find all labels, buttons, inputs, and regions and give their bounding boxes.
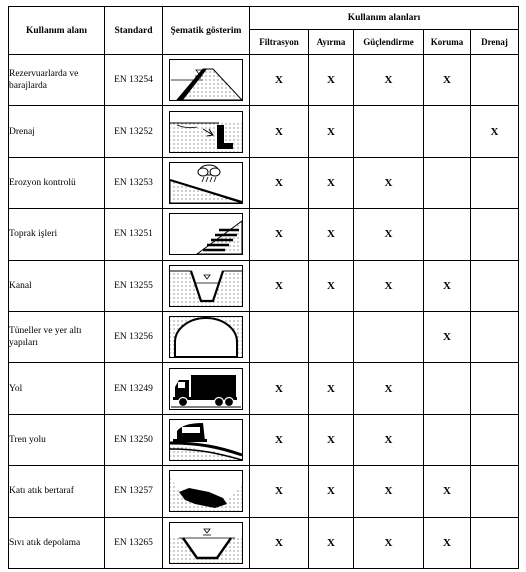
canal-icon xyxy=(163,265,249,307)
usage-mark-cell xyxy=(424,209,471,260)
geosynthetics-usage-table xyxy=(8,6,519,569)
usage-mark-cell xyxy=(354,106,424,157)
usage-area-cell: Yol xyxy=(9,363,105,414)
check-mark: X xyxy=(384,485,393,498)
table-row xyxy=(9,363,519,414)
usage-mark-cell xyxy=(250,106,309,157)
usage-mark-cell xyxy=(471,363,519,414)
table-row xyxy=(9,311,519,362)
standard-cell: EN 13257 xyxy=(105,466,163,517)
standard-cell: EN 13255 xyxy=(105,260,163,311)
check-mark: X xyxy=(384,279,393,292)
check-mark: X xyxy=(327,433,335,446)
check-mark: X xyxy=(275,125,283,138)
header-schematic: Şematik gösterim xyxy=(163,7,250,55)
check-mark: X xyxy=(327,485,335,498)
usage-mark-cell xyxy=(309,414,354,465)
usage-mark-cell xyxy=(354,517,424,568)
usage-mark-cell xyxy=(354,260,424,311)
standard-cell: EN 13254 xyxy=(105,55,163,106)
usage-area-cell: Kanal xyxy=(9,260,105,311)
check-mark: X xyxy=(327,176,335,189)
drainage-icon xyxy=(163,111,249,153)
railway-icon xyxy=(163,419,249,461)
check-mark: X xyxy=(384,536,393,549)
usage-mark-cell xyxy=(354,55,424,106)
check-mark: X xyxy=(275,485,283,498)
usage-mark-cell xyxy=(309,363,354,414)
reservoir-dam-icon xyxy=(163,59,249,101)
check-mark: X xyxy=(443,331,451,344)
usage-area-cell: Drenaj xyxy=(9,106,105,157)
standard-cell: EN 13252 xyxy=(105,106,163,157)
usage-mark-cell xyxy=(471,414,519,465)
usage-mark-cell xyxy=(424,106,471,157)
usage-area-cell: Katı atık bertaraf xyxy=(9,466,105,517)
usage-mark-cell xyxy=(309,106,354,157)
usage-mark-cell xyxy=(250,311,309,362)
standard-cell: EN 13249 xyxy=(105,363,163,414)
standard-cell: EN 13256 xyxy=(105,311,163,362)
header-ayirma: Ayırma xyxy=(309,30,354,55)
check-mark: X xyxy=(275,176,283,189)
usage-mark-cell xyxy=(309,260,354,311)
usage-mark-cell xyxy=(309,209,354,260)
table-row xyxy=(9,106,519,157)
usage-mark-cell xyxy=(354,466,424,517)
check-mark: X xyxy=(327,228,335,241)
standard-cell: EN 13251 xyxy=(105,209,163,260)
header-area: Kullanım alanı xyxy=(9,7,105,55)
check-mark: X xyxy=(275,382,283,395)
usage-mark-cell xyxy=(424,157,471,208)
usage-mark-cell xyxy=(471,157,519,208)
usage-area-cell: Toprak işleri xyxy=(9,209,105,260)
tunnel-icon xyxy=(163,316,249,358)
usage-mark-cell xyxy=(354,157,424,208)
header-guclendirme: Güçlendirme xyxy=(354,30,424,55)
usage-mark-cell xyxy=(309,55,354,106)
schematic-cell xyxy=(163,106,250,157)
usage-area-cell: Tüneller ve yer altı yapıları xyxy=(9,311,105,362)
usage-mark-cell xyxy=(424,414,471,465)
usage-area-cell: Tren yolu xyxy=(9,414,105,465)
header-koruma: Koruma xyxy=(424,30,471,55)
check-mark: X xyxy=(275,279,283,292)
check-mark: X xyxy=(384,433,393,446)
usage-mark-cell xyxy=(250,157,309,208)
standard-cell: EN 13250 xyxy=(105,414,163,465)
table-row xyxy=(9,466,519,517)
usage-mark-cell xyxy=(250,260,309,311)
usage-mark-cell xyxy=(471,466,519,517)
usage-mark-cell xyxy=(309,517,354,568)
check-mark: X xyxy=(490,125,499,138)
standard-cell: EN 13265 xyxy=(105,517,163,568)
erosion-control-icon xyxy=(163,162,249,204)
usage-area-cell: Sıvı atık depolama xyxy=(9,517,105,568)
schematic-cell xyxy=(163,517,250,568)
schematic-cell xyxy=(163,363,250,414)
check-mark: X xyxy=(384,74,393,87)
schematic-cell xyxy=(163,55,250,106)
standard-cell: EN 13253 xyxy=(105,157,163,208)
usage-mark-cell xyxy=(309,157,354,208)
check-mark: X xyxy=(327,74,335,87)
usage-mark-cell xyxy=(354,209,424,260)
check-mark: X xyxy=(275,536,283,549)
check-mark: X xyxy=(275,74,283,87)
usage-mark-cell xyxy=(424,466,471,517)
table-row xyxy=(9,209,519,260)
usage-mark-cell xyxy=(354,311,424,362)
schematic-cell xyxy=(163,466,250,517)
liquid-waste-icon xyxy=(163,522,249,564)
usage-mark-cell xyxy=(354,363,424,414)
usage-mark-cell xyxy=(471,209,519,260)
usage-mark-cell xyxy=(471,517,519,568)
usage-mark-cell xyxy=(424,363,471,414)
usage-mark-cell xyxy=(424,311,471,362)
schematic-cell xyxy=(163,260,250,311)
check-mark: X xyxy=(275,228,283,241)
usage-mark-cell xyxy=(309,311,354,362)
usage-mark-cell xyxy=(471,311,519,362)
usage-mark-cell xyxy=(250,55,309,106)
schematic-cell xyxy=(163,157,250,208)
schematic-cell xyxy=(163,414,250,465)
check-mark: X xyxy=(384,176,393,189)
usage-mark-cell xyxy=(250,517,309,568)
schematic-cell xyxy=(163,311,250,362)
table-row xyxy=(9,55,519,106)
check-mark: X xyxy=(384,228,393,241)
usage-mark-cell xyxy=(471,106,519,157)
check-mark: X xyxy=(443,485,451,498)
check-mark: X xyxy=(327,382,335,395)
usage-area-cell: Erozyon kontrolü xyxy=(9,157,105,208)
check-mark: X xyxy=(327,536,335,549)
table-row xyxy=(9,517,519,568)
usage-mark-cell xyxy=(250,363,309,414)
check-mark: X xyxy=(384,382,393,395)
header-drenaj: Drenaj xyxy=(471,30,519,55)
usage-mark-cell xyxy=(424,517,471,568)
table-row xyxy=(9,260,519,311)
check-mark: X xyxy=(443,536,451,549)
check-mark: X xyxy=(327,279,335,292)
usage-mark-cell xyxy=(471,55,519,106)
usage-area-cell: Rezervuarlarda ve barajlarda xyxy=(9,55,105,106)
truck-road-icon xyxy=(163,368,249,410)
usage-mark-cell xyxy=(424,55,471,106)
schematic-cell xyxy=(163,209,250,260)
check-mark: X xyxy=(327,125,335,138)
usage-mark-cell xyxy=(424,260,471,311)
usage-mark-cell xyxy=(471,260,519,311)
header-filtrasyon: Filtrasyon xyxy=(250,30,309,55)
solid-waste-icon xyxy=(163,470,249,512)
table-body xyxy=(9,55,519,569)
check-mark: X xyxy=(443,74,451,87)
usage-mark-cell xyxy=(250,209,309,260)
table-row xyxy=(9,157,519,208)
check-mark: X xyxy=(443,279,451,292)
table-row xyxy=(9,414,519,465)
usage-mark-cell xyxy=(309,466,354,517)
header-usage: Kullanım alanları xyxy=(250,7,519,30)
usage-mark-cell xyxy=(250,466,309,517)
usage-mark-cell xyxy=(250,414,309,465)
header-standard: Standard xyxy=(105,7,163,55)
check-mark: X xyxy=(275,433,283,446)
earthworks-icon xyxy=(163,213,249,255)
usage-mark-cell xyxy=(354,414,424,465)
